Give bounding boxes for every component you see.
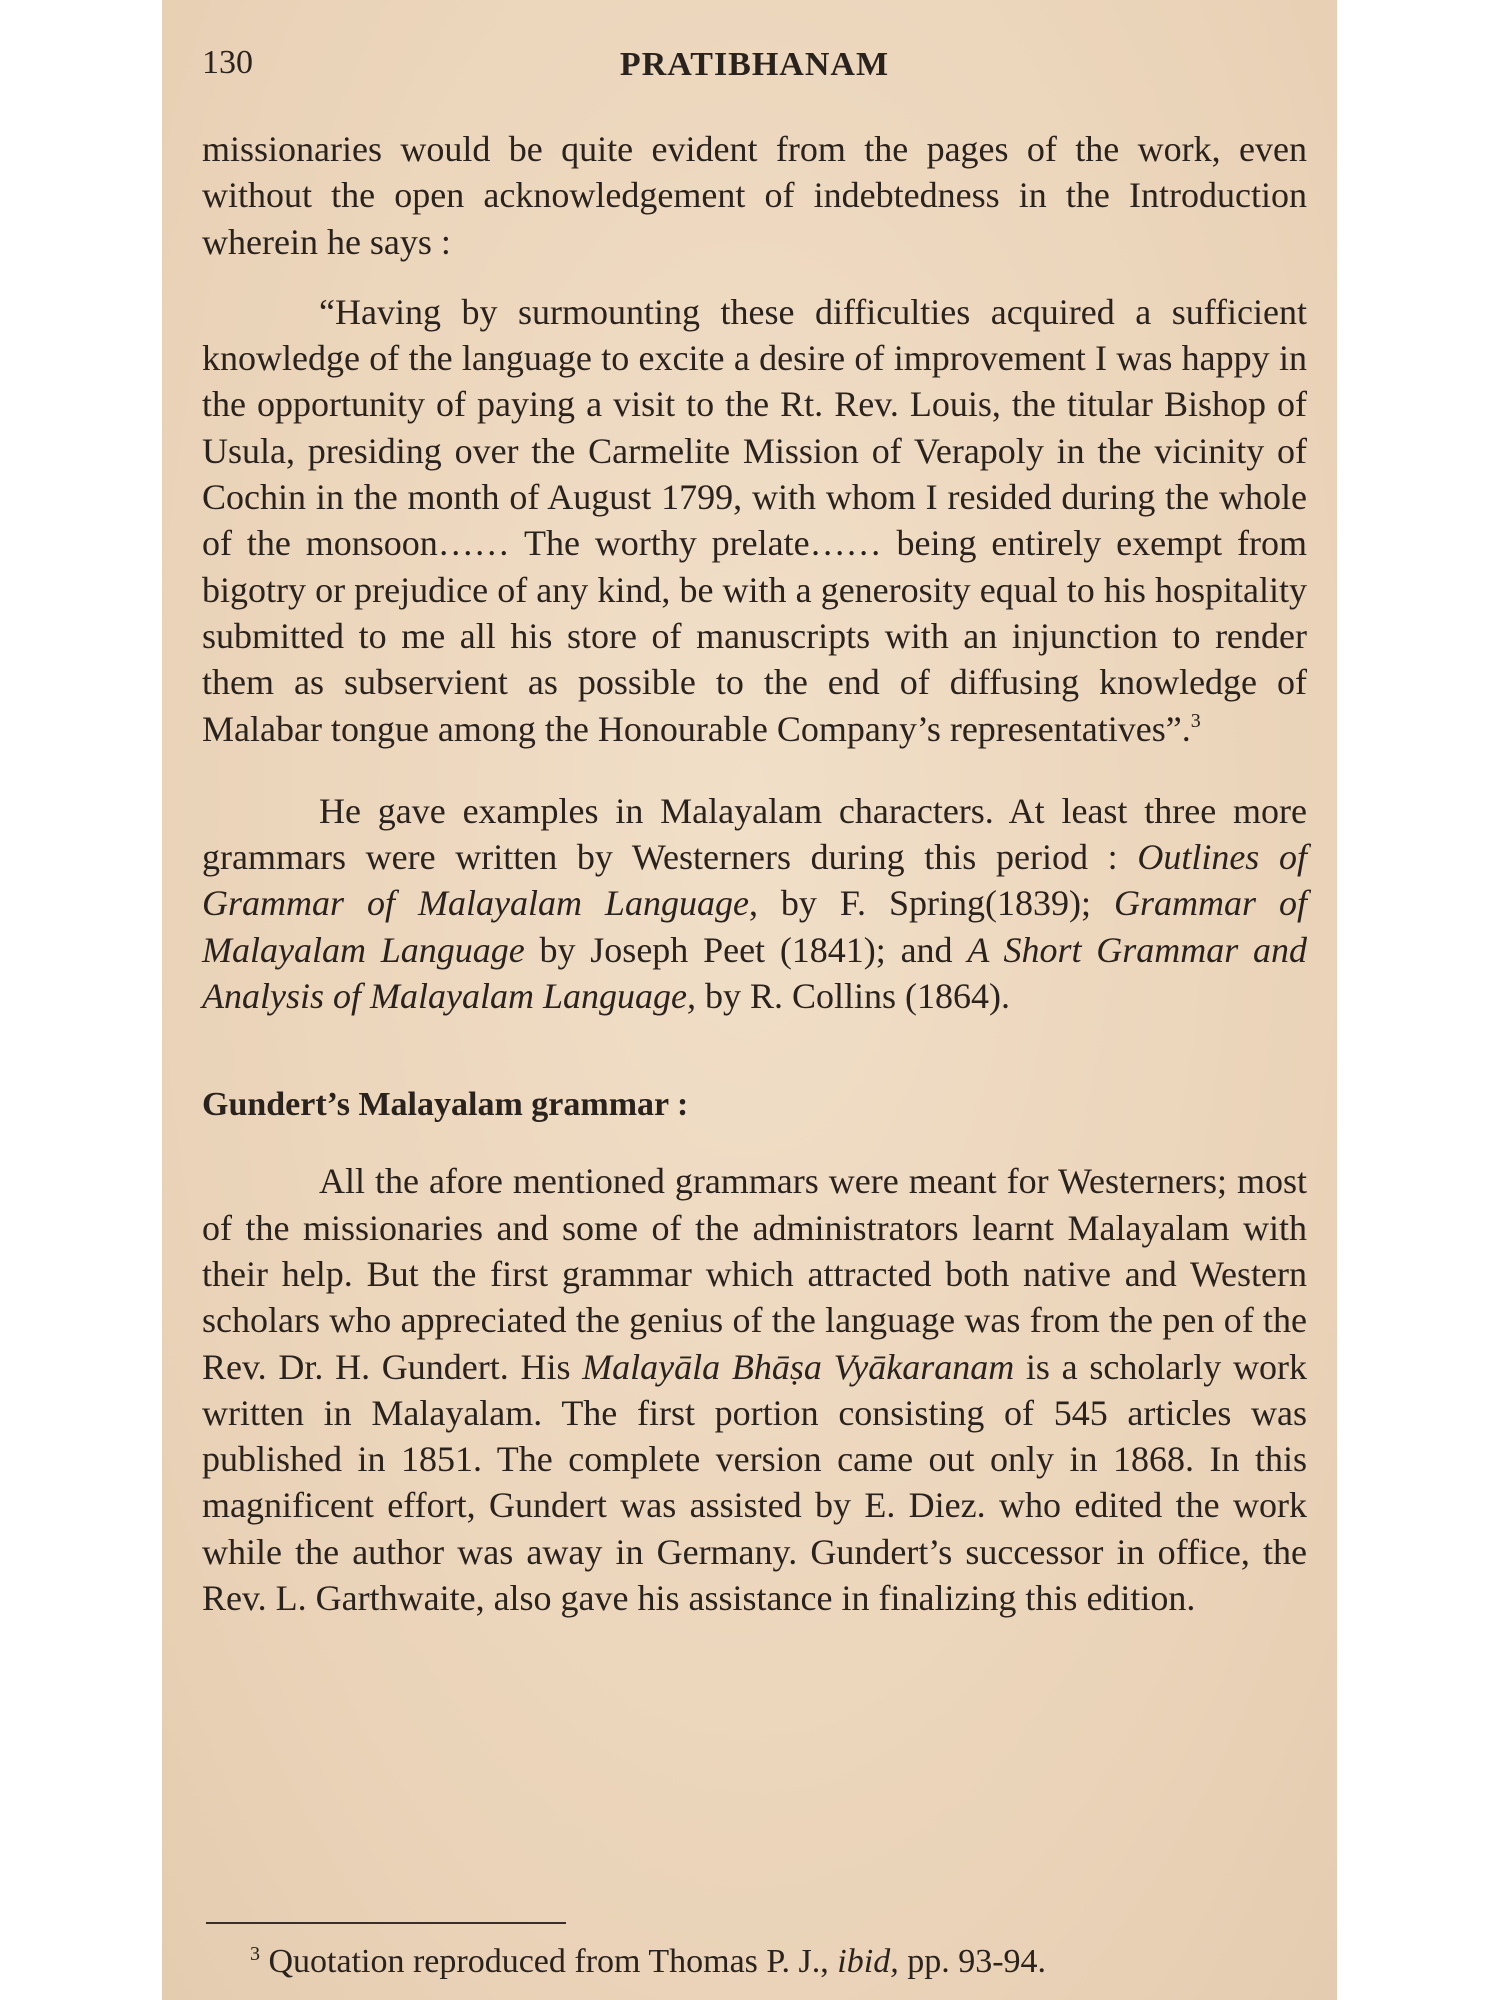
paragraph-grammars-text-4: by R. Collins (1864). xyxy=(695,976,1010,1017)
quotation-text: “Having by surmounting these difficulties acquired a sufficient knowledge of the language to excite a desire of improvement I was happy in the opportunity of paying a visit to the Rt. Rev. Louis, the titular Bishop of Usula, presiding over the Carmelite Mission of Verapoly in the vicinity of Cochin in the month of August 1799, with whom I resided during the whole of the monsoon…… The worthy prelate…… being entirely exempt from bigotry or prejudice of any kind, be with a generosity equal to his hospitality submitted to me all his store of manuscripts with an injunction to render them as subservient as possible to the end of diffusing knowledge of Malabar tongue among the Honourable Company’s representatives”. xyxy=(202,291,1307,749)
page-number: 130 xyxy=(202,44,253,81)
page-body xyxy=(202,126,1307,1621)
paragraph-intro: missionaries would be quite evident from the pages of the work, even without the open acknowledgement of indebtedness in the Introduction wherein he says : xyxy=(202,129,1307,262)
paragraph-gundert xyxy=(202,1158,1307,1621)
quotation-paragraph xyxy=(202,289,1307,752)
paragraph-gundert-text-1: All the afore mentioned grammars were meant for Westerners; most of the missionaries and some of the administrators learnt Malayalam with their help. But the first grammar which attracted both native and Western scholars who appreciated the genius of the language was from the pen of the Rev. Dr. H. Gundert. His xyxy=(202,1161,1307,1387)
footnote-reference: 3 xyxy=(1190,709,1201,732)
book-title-vyakaranam: Malayāla Bhāṣa Vyākaranam xyxy=(582,1346,1015,1387)
book-title-grammar: Grammar of Malayalam Language xyxy=(202,883,1307,970)
page-header xyxy=(202,44,1307,88)
paragraph-grammars-text-1: He gave examples in Malayalam characters. At least three more grammars were written by Westerners during this period : xyxy=(202,790,1307,878)
running-title: PRATIBHANAM xyxy=(619,46,890,83)
footnote-text-1: Quotation reproduced from Thomas P. J., xyxy=(260,1943,838,1980)
book-title-short-grammar: A Short Grammar and Analysis of Malayalam Language, xyxy=(202,929,1308,1017)
paragraph-gundert-text-2: is a scholarly work written in Malayalam. The first portion consisting of 545 articles was published in 1851. The complete version came out only in 1868. In this magnificent effort, Gundert was assisted by E. Diez. who edited the work while the author was away in Germany. Gundert’s successor in office, the Rev. L. Garthwaite, also gave his assistance in finalizing this edition. xyxy=(202,1346,1307,1619)
paragraph-grammars xyxy=(202,788,1307,1019)
footnote-divider xyxy=(206,1922,566,1924)
book-page xyxy=(162,0,1337,2000)
footnote-marker: 3 xyxy=(250,1943,260,1965)
footnote-ibid: ibid, xyxy=(837,1943,899,1980)
book-title-outlines: Outlines of Grammar of Malayalam Language xyxy=(202,837,1308,924)
footnote-text-2: pp. 93-94. xyxy=(898,1943,1047,1980)
footnote xyxy=(250,1940,1046,1984)
paragraph-grammars-text-3: by Joseph Peet (1841); and xyxy=(524,929,968,970)
section-heading: Gundert’s Malayalam grammar : xyxy=(202,1086,689,1124)
paragraph-grammars-text-2: , by F. Spring(1839); xyxy=(748,883,1114,924)
